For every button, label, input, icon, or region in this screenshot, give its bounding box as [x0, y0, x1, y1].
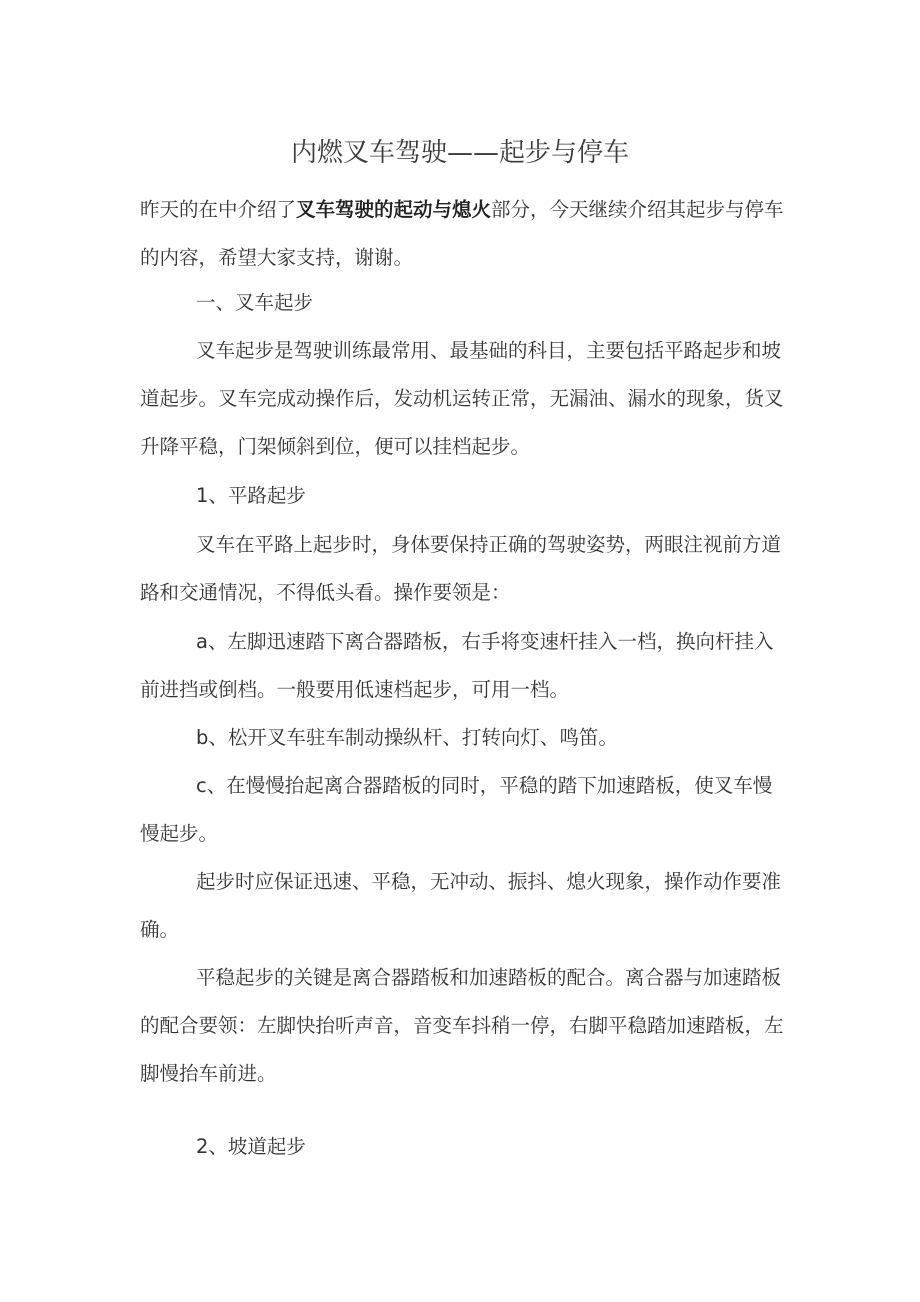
- flat-start-note-1: 起步时应保证迅速、平稳，无冲动、振抖、熄火现象，操作动作要准确。: [140, 870, 782, 941]
- slope-start-heading: 2、坡道起步: [196, 1135, 306, 1158]
- intro-text-before: 昨天的在中介绍了: [140, 198, 297, 221]
- section1-body: 叉车起步是驾驶训练最常用、最基础的科目，主要包括平路起步和坡道起步。叉车完成动操作后，发动机运转正常，无漏油、漏水的现象，货叉升降平稳，门架倾斜到位，便可以挂档起步。: [140, 339, 784, 458]
- flat-start-step-a: a、左脚迅速踏下离合器踏板，右手将变速杆挂入一档，换向杆挂入前进挡或倒档。一般要用低速档起步，可用一档。: [140, 630, 774, 701]
- intro-paragraph: [140, 186, 788, 282]
- flat-start-note-2: 平稳起步的关键是离合器踏板和加速踏板的配合。离合器与加速踏板的配合要领：左脚快抬听声音，音变车抖稍一停，右脚平稳踏加速踏板，左脚慢抬车前进。: [140, 966, 784, 1085]
- page-title: 内燃叉车驾驶——起步与停车: [290, 138, 629, 169]
- flat-start-step-c: c、在慢慢抬起离合器踏板的同时，平稳的踏下加速踏板，使叉车慢慢起步。: [140, 774, 773, 845]
- flat-start-step-b: b、松开叉车驻车制动操纵杆、打转向灯、鸣笛。: [196, 726, 618, 749]
- intro-highlight: 叉车驾驶的起动与熄火: [296, 198, 492, 221]
- section1-heading: 一、叉车起步: [196, 291, 314, 314]
- flat-start-body: 叉车在平路上起步时，身体要保持正确的驾驶姿势，两眼注视前方道路和交通情况，不得低头看。操作要领是：: [140, 533, 782, 604]
- intro-text-after: 部分，今天继续介绍其起步与停车的内容，希望大家支持，谢谢。: [140, 198, 784, 269]
- flat-start-heading: 1、平路起步: [196, 484, 306, 507]
